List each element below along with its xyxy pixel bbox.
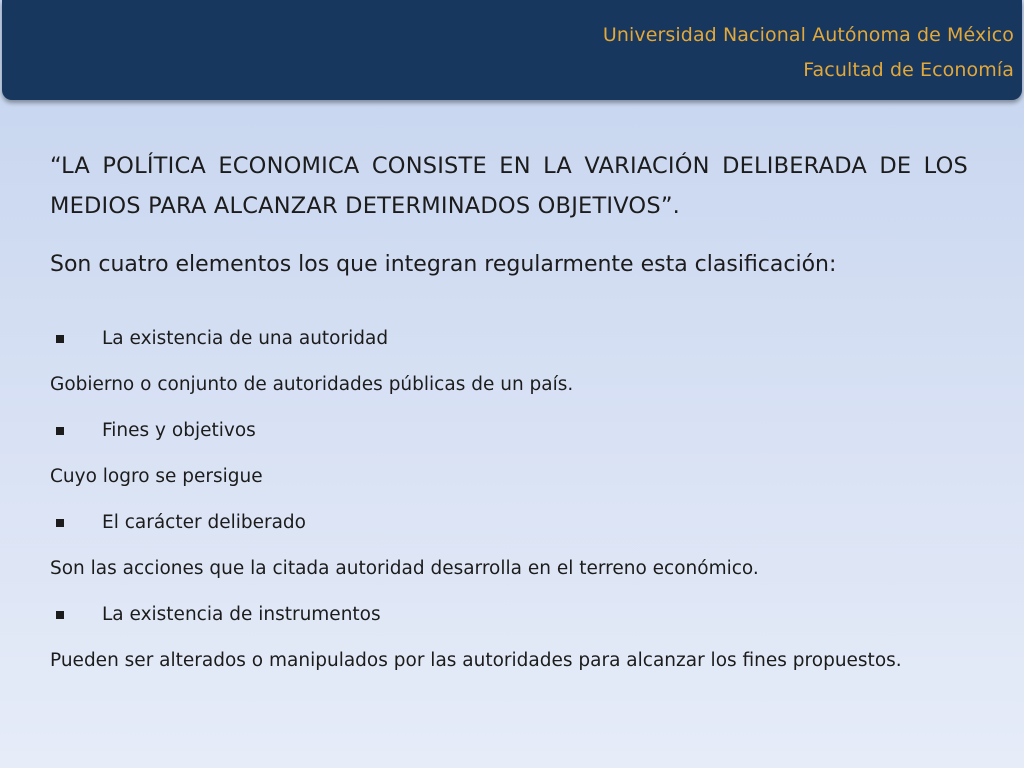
element-title: Fines y objetivos [102,420,256,441]
square-bullet-icon [56,519,64,527]
element-description: Son las acciones que la citada autoridad desarrolla en el terreno económico. [50,558,759,579]
element-title: La existencia de una autoridad [102,328,389,349]
faculty-name: Facultad de Economía [803,59,1014,81]
element-title: La existencia de instrumentos [102,604,381,625]
list-item [50,316,968,362]
element-description: Gobierno o conjunto de autoridades públicas de un país. [50,374,574,395]
list-item [50,592,968,638]
definition-quote: “LA POLÍTICA ECONOMICA CONSISTE EN LA VARIACIÓN DELIBERADA DE LOS MEDIOS PARA ALCANZAR DETERMINADOS OBJETIVOS”. [50,153,968,219]
element-title: El carácter deliberado [102,512,306,533]
element-description: Cuyo logro se persigue [50,466,263,487]
square-bullet-icon [56,427,64,435]
square-bullet-icon [56,335,64,343]
list-item [50,500,968,546]
header-institution [603,18,1014,88]
square-bullet-icon [56,611,64,619]
intro-text: Son cuatro elementos los que integran regularmente esta clasificación: [50,252,837,277]
list-item [50,408,968,454]
slide-content [50,146,968,684]
element-description: Pueden ser alterados o manipulados por las autoridades para alcanzar los fines propuestos. [50,650,902,671]
header-bar [2,0,1022,100]
university-name: Universidad Nacional Autónoma de México [602,24,1014,46]
elements-list [50,316,968,684]
